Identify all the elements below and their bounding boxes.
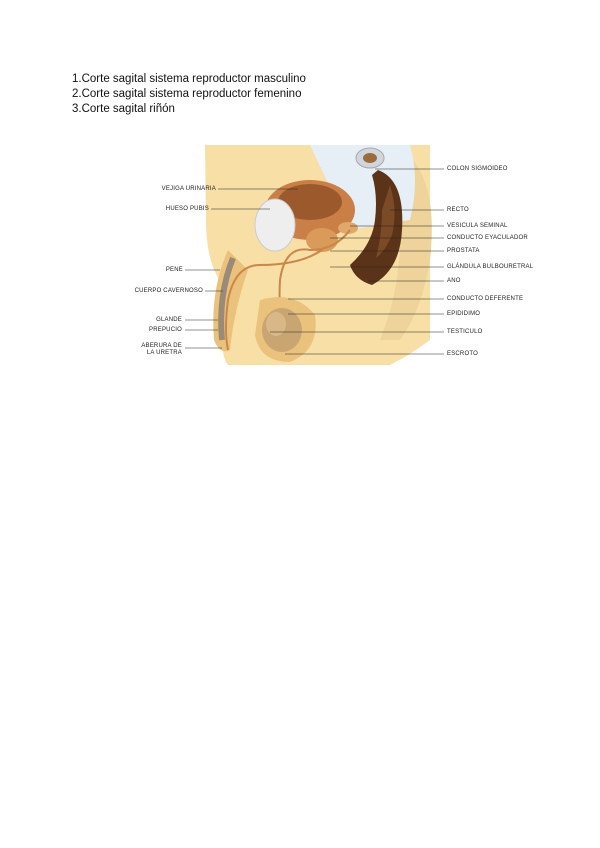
label-recto: RECTO [447, 207, 469, 213]
label-escroto: ESCROTO [447, 351, 478, 357]
label-pene: PENE [165, 267, 183, 273]
label-vesicula-seminal: VESICULA SEMINAL [447, 223, 508, 229]
label-conducto-deferente: CONDUCTO DEFERENTE [447, 296, 524, 302]
list-item: 2.Corte sagital sistema reproductor femenino [72, 88, 302, 100]
label-conducto-eyaculador: CONDUCTO EYACULADOR [447, 235, 528, 241]
sagittal-section-illustration [110, 140, 550, 370]
label-prostata: PROSTATA [447, 248, 480, 254]
label-colon-sigmoideo: COLON SIGMOIDEO [447, 166, 508, 172]
label-epididimo: EPIDIDIMO [447, 311, 481, 317]
label-testiculo: TESTICULO [447, 329, 483, 335]
label-glandula-bulbouretral: GLÁNDULA BULBOURETRAL [447, 264, 534, 270]
label-cuerpo-cavernoso: CUERPO CAVERNOSO [134, 288, 203, 294]
list-item: 1.Corte sagital sistema reproductor masculino [72, 73, 306, 85]
list-item: 3.Corte sagital riñón [72, 103, 175, 115]
label-vejiga-urinaria: VEJIGA URINARIA [161, 186, 216, 192]
label-la-uretra: LA URETRA [146, 350, 182, 356]
label-hueso-pubis: HUESO PUBIS [165, 206, 209, 212]
anatomy-figure [110, 140, 550, 370]
label-ano: ANO [447, 278, 461, 284]
label-glande: GLANDE [156, 317, 182, 323]
label-prepucio: PREPUCIO [149, 327, 182, 333]
document-list [72, 72, 306, 117]
label-aberura-de: ABERURA DE [141, 343, 182, 349]
